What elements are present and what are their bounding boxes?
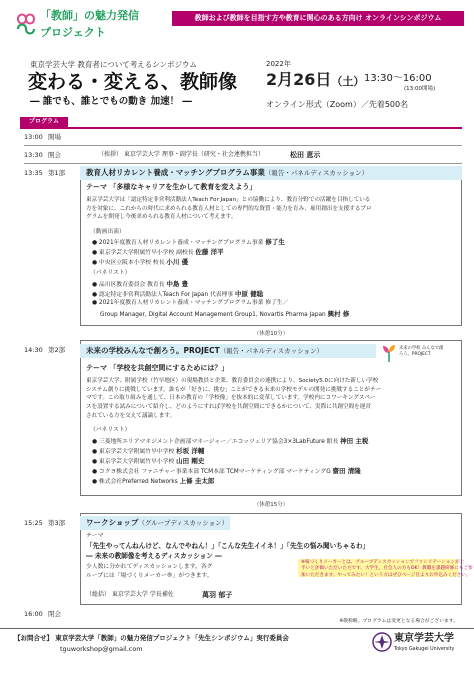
video-label: （動画出演） [90, 229, 125, 235]
video-item-text: 東京学芸大学附属竹早小学校 副校長 [98, 250, 194, 256]
row-divider [24, 163, 462, 164]
panelist-text: 品川区教育委員会 教育長 [98, 282, 165, 288]
part3-description [86, 563, 213, 581]
part1-theme: テーマ 「多様なキャリアを生かして教育を変えよう」 [86, 183, 257, 191]
row-label: 開会 [48, 151, 61, 159]
part1-title-note: （報告・パネルディスカッション） [264, 169, 369, 177]
part3-theme-label: テーマ [86, 533, 104, 539]
event-subtitle: 東京学芸大学 教育者について考えるシンポジウム [30, 60, 197, 69]
facilitator-callout [298, 559, 473, 578]
row-label: 開場 [48, 133, 61, 141]
row-time: 14:30 [24, 346, 43, 354]
video-item-name: 小川 優 [166, 258, 189, 266]
video-item: ● 中央区立阪本小学校 校長 小川 優 [92, 258, 189, 266]
program-footnote: ※敬称略。プログラムは変更となる場合がございます。 [339, 619, 458, 624]
desc-line: 東京学芸大学、附属学校（竹早地区）の現場教員と企業、教育委員会の連携により、Society5.0に向けた新しい学校 [86, 378, 379, 384]
doors-open-note: (13:00開場) [404, 86, 436, 92]
desc-line: システム創りに挑戦しています。誰もが「好きに、挑む」ことができる未来の学校モデルの開発に挑戦することがテー [86, 386, 382, 393]
panelist-name: 中島 豊 [166, 280, 189, 288]
part3-theme-sub: ― 未来の教師像を考えるディスカッション ― [86, 552, 222, 560]
event-year: 2022年 [266, 60, 291, 68]
panelist-item: ● 東京学芸大学附属竹早中学校 杉坂 洋輔 [92, 447, 205, 455]
part2-theme: テーマ 「学校を共創空間にするためには？」 [86, 364, 229, 372]
row-time: 15:25 [24, 519, 43, 527]
row-time: 13:30 [24, 151, 43, 159]
panel-label: （パネリスト） [90, 270, 131, 276]
row-label: 第1部 [48, 169, 66, 177]
row-time: 13:35 [24, 169, 43, 177]
desc-line: グラムを開発し今後求められる教育人材について考えます。 [86, 214, 237, 221]
desc-line: されている方を交えて議論します。 [86, 412, 176, 419]
break-10min: （休憩10分） [253, 331, 289, 337]
panelist-name: 杉坂 洋輔 [176, 447, 205, 455]
future-school-logo-text: 未来の学校 みんなで創ろう。PROJECT [399, 346, 444, 357]
desc-line: 東京学芸大学は「認定特定非営利活動法人Teach For Japan」との協働により、教育分野での活躍を目指している [86, 197, 371, 203]
panelist-name: 中原 健聡 [235, 290, 264, 298]
greeting-name: 松田 恵示 [290, 151, 321, 159]
event-time: 13:30～16:00 [364, 73, 432, 84]
part2-title-text: 未来の学校みんなで創ろう。PROJECT [86, 346, 220, 355]
desc-line: 方を対象に、これからの時代に求められる教育人材としての専門的な資質・能力を育み、雇用創出を支援するプロ [86, 205, 372, 212]
panelist-text: 三菱地所エリアマネジメント企画部マネージャー／エコッツェリア協会3×3LabFuture 館長 [98, 439, 339, 445]
callout-line: 加いただきます。やってみたい！という方はぜひページ目よりお申込みください。 [301, 572, 471, 578]
university-logo [370, 630, 466, 660]
row-label: 第2部 [48, 346, 66, 354]
break-15min: （休憩15分） [253, 502, 289, 508]
page-header [0, 0, 474, 50]
panelist-text: 東京学芸大学附属竹早小学校 [98, 459, 175, 465]
row-time: 16:00 [24, 610, 43, 618]
video-item-text: 2021年度教育人材リカレント養成・マッチングプログラム事業 [98, 240, 264, 246]
panelist-item: ● 東京学芸大学附属竹早小学校 山田 剛史 [92, 457, 205, 465]
desc-line: マです。この取り組みを通して、日本の教育の「学校像」を抜本的に変革しています。学校内にコワーキングスペー [86, 395, 376, 402]
desc-line: 少人数に分かれてディスカッションします。各グ [86, 564, 213, 570]
panelist-text: 株式会社Preferred Networks [98, 479, 178, 485]
part1-title-text: 教育人材リカレント養成・マッチングプログラム事業 [86, 168, 265, 177]
greeting-label: （挨拶） 東京学芸大学 理事・副学長（研究・社会連携担当） [98, 151, 264, 158]
panelist-item: ● 2021年度教育人材リカレント養成・マッチングプログラム事業 修了生／ [92, 300, 289, 306]
event-tagline: ― 誰でも、誰とでもの動き 加速！ ― [30, 96, 192, 107]
panelist-item: ● 認定特定非営利活動法人Teach For Japan 代表理事 中原 健聡 [92, 290, 264, 298]
callout-line: ※場づくりメーカーとは、グループディスカッションでファシリテーションが上 [301, 560, 465, 565]
contact-email[interactable]: tguworkshop@gmail.com [60, 645, 143, 653]
audience-banner: 教師および教師を目指す方や教育に関心のある方向け オンラインシンポジウム [172, 11, 464, 26]
panelist-item-cont [100, 310, 349, 320]
panelist-name: 齋田 清隆 [332, 467, 361, 475]
contact-info: 【お問合せ】 東京学芸大学「教師」の魅力発信プロジェクト「先生シンポジウム」実行委員会 [14, 634, 289, 642]
part1-title [86, 168, 368, 178]
part2-title [86, 346, 323, 356]
future-school-logo [382, 344, 442, 364]
panelist-item: ● 株式会社Preferred Networks 上條 圭太郎 [92, 477, 215, 485]
event-title: 変わる・変える、教師像 [28, 71, 238, 93]
infinity-logo-icon [14, 9, 38, 39]
university-name-en: Tokyo Gakugei University [394, 647, 455, 652]
panelist-item: ● 品川区教育委員会 教育長 中島 豊 [92, 280, 189, 288]
row-divider [24, 145, 462, 146]
row-label: 第3部 [48, 519, 66, 527]
sprout-icon [382, 344, 396, 362]
panelist-text: 2021年度教育人材リカレント養成・マッチングプログラム事業 修了生／ [98, 300, 289, 306]
part3-theme: 「先生やってんねんけど、なんでやねん！」「こんな先生イイネ！」「先生の悩み聞いちゃるわ」 [86, 542, 370, 550]
video-item: ● 東京学芸大学附属竹早小学校 副校長 佐藤 洋平 [92, 248, 224, 256]
row-label: 閉会 [48, 610, 61, 618]
callout-line: 手いと評価いただいた方です。大学生、社会人の方もOK！教職を課題研修にもご参 [301, 566, 473, 572]
footer-divider [0, 628, 474, 629]
part1-description [86, 196, 372, 222]
panel-label: （パネリスト） [90, 427, 131, 433]
panelist-text: 認定特定非営利活動法人Teach For Japan 代表理事 [98, 292, 234, 298]
part2-description [86, 377, 381, 420]
project-logo [14, 7, 144, 47]
panelist-item: ● コクヨ株式会社 ファニチャー事業本部 TCM本部 TCMマーケティング部 マーケティングG 齋田 清隆 [92, 467, 361, 475]
closing-name: 萬羽 郁子 [202, 591, 233, 599]
panelist-name: 神田 主税 [340, 437, 369, 445]
part3-title-note: （グループディスカッション） [138, 519, 229, 527]
logo-text-line1: 「教師」の魅力発信 [40, 9, 139, 22]
panelist-text: コクヨ株式会社 ファニチャー事業本部 TCM本部 TCMマーケティング部 マーケティングG [98, 469, 331, 475]
day-of-week: （土） [331, 75, 365, 88]
row-time: 13:00 [24, 133, 43, 141]
panelist-name: 興村 修 [327, 310, 350, 318]
program-divider [20, 127, 462, 129]
panelist-text: 東京学芸大学附属竹早中学校 [98, 449, 175, 455]
event-format: オンライン形式（Zoom）／先着500名 [266, 100, 409, 109]
video-item-name: 佐藤 洋平 [195, 248, 224, 256]
part3-title [86, 518, 228, 528]
university-emblem-icon [372, 632, 392, 652]
panelist-name: 山田 剛史 [176, 457, 205, 465]
video-item-name: 修了生 [265, 238, 285, 246]
panelist-text: Group Manager, Digital Account Management Group1, Novartis Pharma Japan [100, 312, 326, 318]
desc-line: スを設置する試みについて紹介し、どのようにすれば学校を共創空間にできるかについて、実際に共創空間を運営 [86, 403, 371, 410]
video-item-text: 中央区立阪本小学校 校長 [98, 260, 165, 266]
panelist-item: ● 三菱地所エリアマネジメント企画部マネージャー／エコッツェリア協会3×3LabFuture 館長 神田 主税 [92, 437, 369, 445]
event-date [266, 69, 364, 91]
university-name: 東京学芸大学 [394, 633, 454, 644]
panelist-name: 上條 圭太郎 [179, 477, 215, 485]
part2-title-note: （報告・パネルディスカッション） [219, 347, 323, 355]
desc-line: ループには「場づくりメーカー®」がつきます。 [86, 572, 213, 579]
part3-title-text: ワークショップ [86, 518, 139, 527]
program-tab: プログラム [20, 117, 68, 128]
closing-label: （総括） 東京学芸大学 学長補佐 [86, 591, 174, 598]
video-item: ● 2021年度教育人材リカレント養成・マッチングプログラム事業 修了生 [92, 238, 285, 246]
date-text: 2月26日 [266, 70, 332, 89]
logo-text-line2: プロジェクト [40, 26, 106, 39]
